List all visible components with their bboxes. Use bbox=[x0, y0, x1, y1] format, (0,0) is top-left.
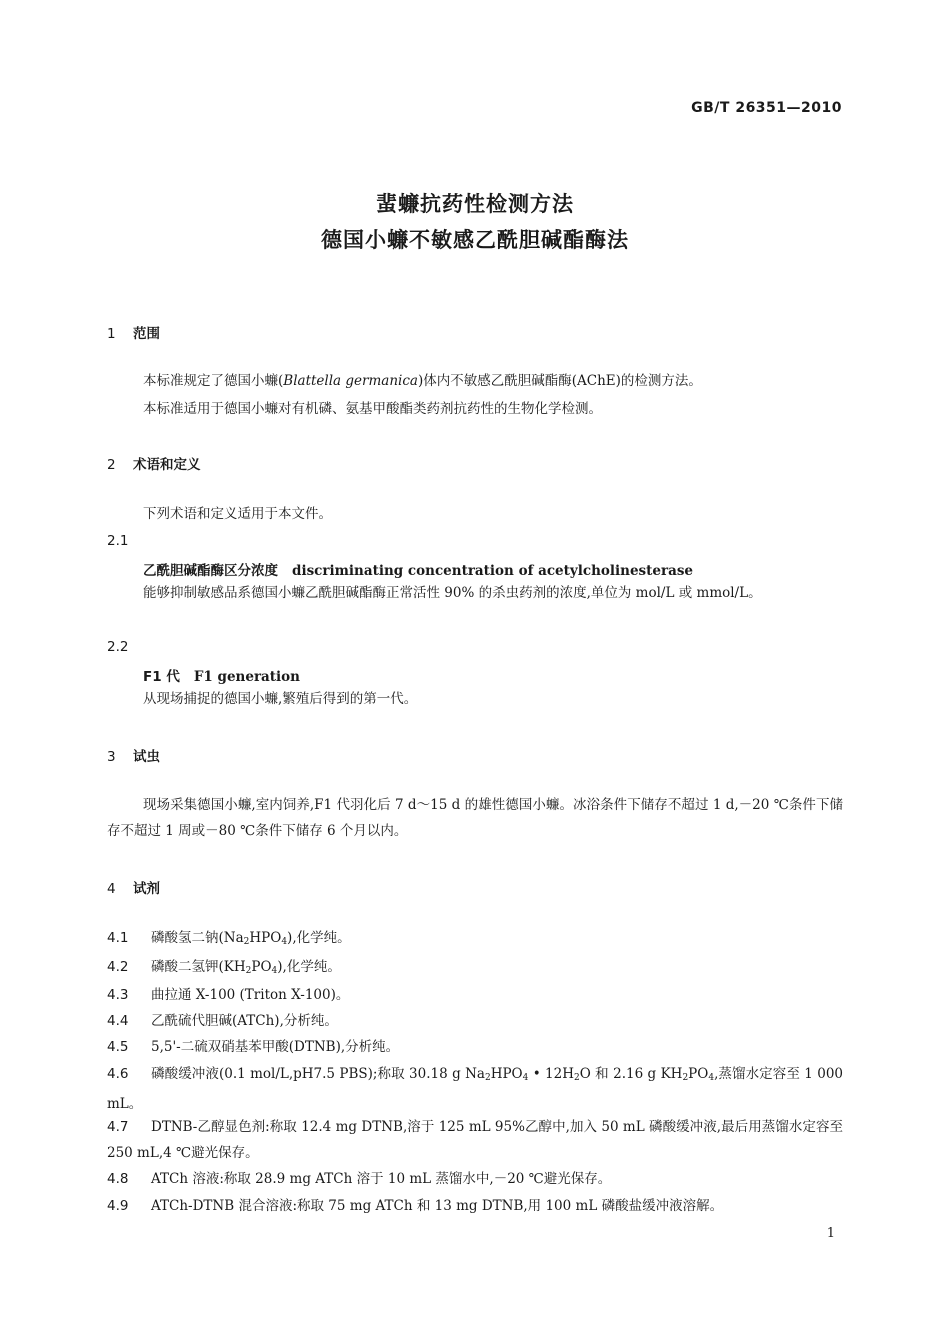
scope-paragraph-2: 本标准适用于德国小蠊对有机磷、氨基甲酸酯类药剂抗药性的生物化学检测。 bbox=[143, 401, 602, 417]
reagent-item: 4.4 乙酰硫代胆碱(ATCh),分析纯。 bbox=[107, 1013, 338, 1029]
section-title: 试虫 bbox=[133, 749, 160, 765]
page-number: 1 bbox=[826, 1226, 835, 1241]
term-definition: 能够抑制敏感品系德国小蠊乙酰胆碱酯酶正常活性 90% 的杀虫药剂的浓度,单位为 mol/L 或 mmol/L。 bbox=[143, 585, 762, 601]
reagent-item: 4.3 曲拉通 X-100 (Triton X-100)。 bbox=[107, 987, 350, 1003]
section-title: 术语和定义 bbox=[133, 457, 201, 473]
test-insects-paragraph: 现场采集德国小蠊,室内饲养,F1 代羽化后 7 d～15 d 的雄性德国小蠊。冰浴条件下储存不超过 1 d,－20 ℃条件下储存不超过 1 周或－80 ℃条件下储存 6 个月以内。 bbox=[107, 797, 843, 839]
reagent-item: 4.6 磷酸缓冲液(0.1 mol/L,pH7.5 PBS);称取 30.18 g $Na_2HPO_4$ • $12H_2O$ 和 2.16 g $KH_2PO_4$,蒸馏水定容至 1 000 mL。 bbox=[107, 1066, 843, 1112]
reagent-item: 4.9 ATCh-DTNB 混合溶液:称取 75 mg ATCh 和 13 mg DTNB,用 100 mL 磷酸盐缓冲液溶解。 bbox=[107, 1198, 724, 1214]
term-number: 2.2 bbox=[107, 639, 129, 655]
terms-intro: 下列术语和定义适用于本文件。 bbox=[143, 506, 332, 522]
reagent-item: 4.7 DTNB-乙醇显色剂:称取 12.4 mg DTNB,溶于 125 mL 95%乙醇中,加入 50 mL 磷酸缓冲液,最后用蒸馏水定容至 250 mL,4 ℃避光保存。 bbox=[107, 1119, 843, 1161]
latin-species-name: Blattella germanica bbox=[283, 373, 418, 389]
scope-paragraph-1: 本标准规定了德国小蠊(Blattella germanica)体内不敏感乙酰胆碱酯酶(AChE)的检测方法。 bbox=[143, 373, 702, 389]
reagent-item: 4.8 ATCh 溶液:称取 28.9 mg ATCh 溶于 10 mL 蒸馏水中,－20 ℃避光保存。 bbox=[107, 1171, 612, 1187]
reagent-item: 4.2 磷酸二氢钾$(KH_2PO_4)$,化学纯。 bbox=[107, 959, 341, 976]
section-title: 试剂 bbox=[133, 881, 160, 897]
section-heading-reagents bbox=[107, 877, 160, 897]
section-heading-terms bbox=[107, 453, 201, 473]
term-heading: F1 代 F1 generation bbox=[143, 669, 300, 685]
section-heading-test-insects bbox=[107, 745, 160, 765]
section-number: 4 bbox=[107, 881, 116, 897]
section-number: 2 bbox=[107, 457, 116, 473]
document-title-line2: 德国小蠊不敏感乙酰胆碱酯酶法 bbox=[321, 228, 629, 252]
term-number: 2.1 bbox=[107, 533, 129, 549]
standard-code: GB/T 26351—2010 bbox=[691, 100, 842, 116]
section-number: 3 bbox=[107, 749, 116, 765]
term-definition: 从现场捕捉的德国小蠊,繁殖后得到的第一代。 bbox=[143, 691, 418, 707]
reagent-item: 4.1 磷酸氢二钠$(Na_2HPO_4)$,化学纯。 bbox=[107, 930, 351, 947]
section-number: 1 bbox=[107, 326, 116, 342]
reagent-item: 4.5 5,5'-二硫双硝基苯甲酸(DTNB),分析纯。 bbox=[107, 1039, 400, 1055]
term-heading: 乙酰胆碱酯酶区分浓度 discriminating concentration of acetylcholinesterase bbox=[143, 563, 694, 579]
section-title: 范围 bbox=[133, 326, 160, 342]
section-heading-scope bbox=[107, 322, 160, 342]
document-title-line1: 蜚蠊抗药性检测方法 bbox=[376, 192, 574, 216]
